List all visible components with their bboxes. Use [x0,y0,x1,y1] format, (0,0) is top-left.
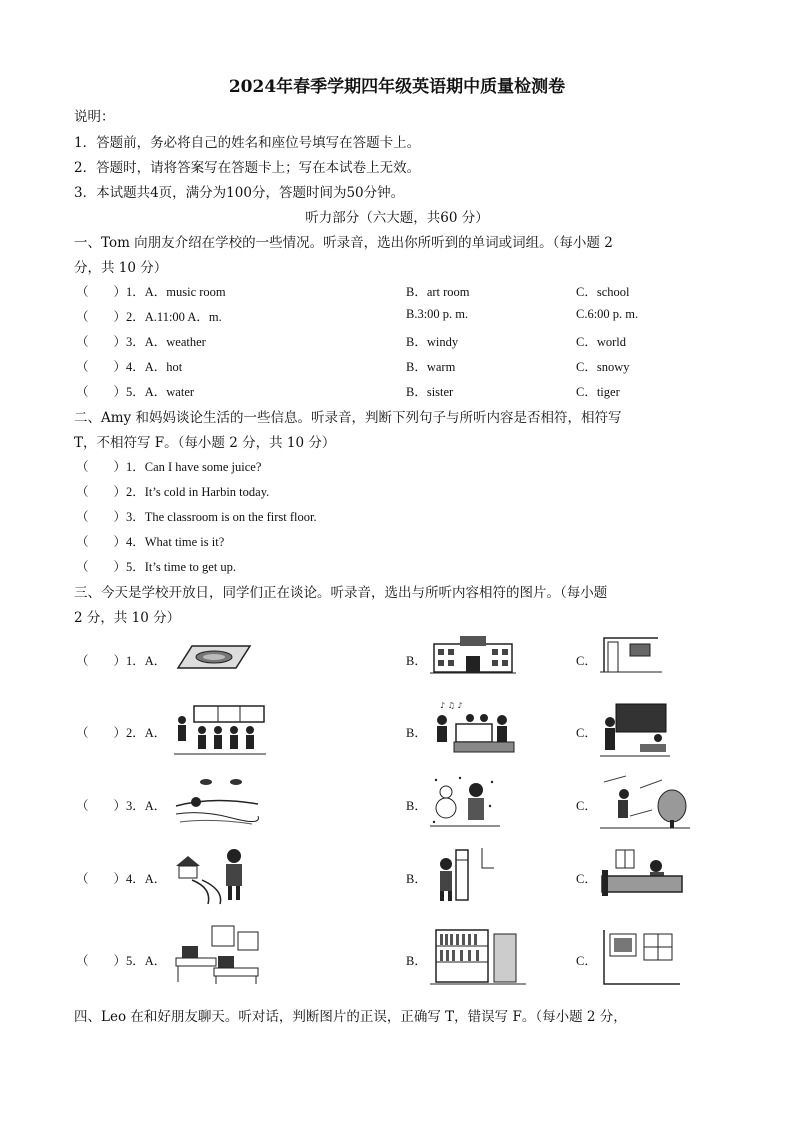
bedroom-picture [600,844,684,904]
room-door-picture [600,634,664,676]
s1-q5: （ ）5．A．water [76,385,195,399]
section1-instructions: 一、Tom 向朋友介绍在学校的一些情况。听录音，选出你所听到的单词或词组。（每小题 2 [74,235,613,251]
note-3: 3．本试题共4页，满分为100分，答题时间为50分钟。 [74,185,405,201]
section2-instructions-cont: T，不相符写 F。（每小题 2 分，共 10 分） [74,435,336,451]
s3-q5-b: B． [406,954,427,968]
school-building-picture [430,632,516,676]
windy-day-picture [600,772,690,832]
s3-q2-c: C． [576,726,597,740]
section2-instructions: 二、Amy 和妈妈谈论生活的一些信息。听录音，判断下列句子与所听内容是否相符，相符写 [74,410,622,426]
snowman-picture [430,772,500,832]
s3-q3: （ ）3．A． [76,799,167,813]
listening-header: 听力部分（六大题，共60 分） [305,210,489,226]
s3-q2-b: B． [406,726,427,740]
door-with-boy-picture [430,844,500,906]
s3-q2: （ ）2．A． [76,726,167,740]
s1-q4: （ ）4．A．hot [76,360,183,374]
s2-q2: （ ）2．It’s cold in Harbin today. [76,485,270,499]
s3-q4-c: C． [576,872,597,886]
students-at-desks-picture [430,698,520,758]
note-1: 1．答题前，务必将自己的姓名和座位号填写在答题卡上。 [74,135,421,151]
section3-instructions-cont: 2 分，共 10 分） [74,610,181,626]
s2-q4: （ ）4．What time is it? [76,535,225,549]
s2-q1: （ ）1．Can I have some juice? [76,460,262,474]
s1-q1: （ ）1．A．music room [76,285,226,299]
students-lining-up-picture [172,702,268,758]
s3-q1: （ ）1．A． [76,654,167,668]
s1-q5-c: C．tiger [576,385,620,399]
s3-q4: （ ）4．A． [76,872,167,886]
s1-q3-c: C．world [576,335,627,349]
s2-q3: （ ）3．The classroom is on the first floor. [76,510,317,524]
library-picture [430,926,526,988]
teacher-blackboard-picture [600,700,670,760]
s1-q2-b: B.3:00 p. m. [406,307,469,321]
note-2: 2．答题时，请将答案写在答题卡上；写在本试卷上无效。 [74,160,421,176]
s2-q5: （ ）5．It’s time to get up. [76,560,237,574]
beach-picture [172,774,262,830]
s1-q2: （ ）2．A.11:00 A．m. [76,310,222,324]
computer-room-picture [172,922,264,986]
page-title: 2024年春季学期四年级英语期中质量检测卷 [228,77,566,97]
s3-q4-b: B． [406,872,427,886]
notes-label: 说明： [74,109,115,125]
s1-q2-c: C.6:00 p. m. [576,307,639,321]
s1-q1-b: B．art room [406,285,470,299]
s3-q5: （ ）5．A． [76,954,167,968]
s3-q1-b: B． [406,654,427,668]
s3-q1-c: C． [576,654,597,668]
playground-picture [172,638,254,678]
s3-q3-c: C． [576,799,597,813]
s1-q3: （ ）3．A．weather [76,335,206,349]
s1-q4-b: B．warm [406,360,456,374]
s1-q3-b: B．windy [406,335,459,349]
s1-q5-b: B．sister [406,385,454,399]
s1-q1-c: C．school [576,285,630,299]
s3-q3-b: B． [406,799,427,813]
going-home-picture [172,844,262,908]
room-window-picture [600,926,682,988]
section1-instructions-cont: 分，共 10 分） [74,260,168,276]
section4-instructions: 四、Leo 在和好朋友聊天。听对话，判断图片的正误，正确写 T，错误写 F。（每小题 2 分， [74,1009,627,1025]
section3-instructions: 三、今天是学校开放日，同学们正在谈论。听录音，选出与所听内容相符的图片。（每小题 [74,585,608,601]
svg-text:♪ ♫ ♪: ♪ ♫ ♪ [440,701,463,710]
s3-q5-c: C． [576,954,597,968]
s1-q4-c: C．snowy [576,360,630,374]
